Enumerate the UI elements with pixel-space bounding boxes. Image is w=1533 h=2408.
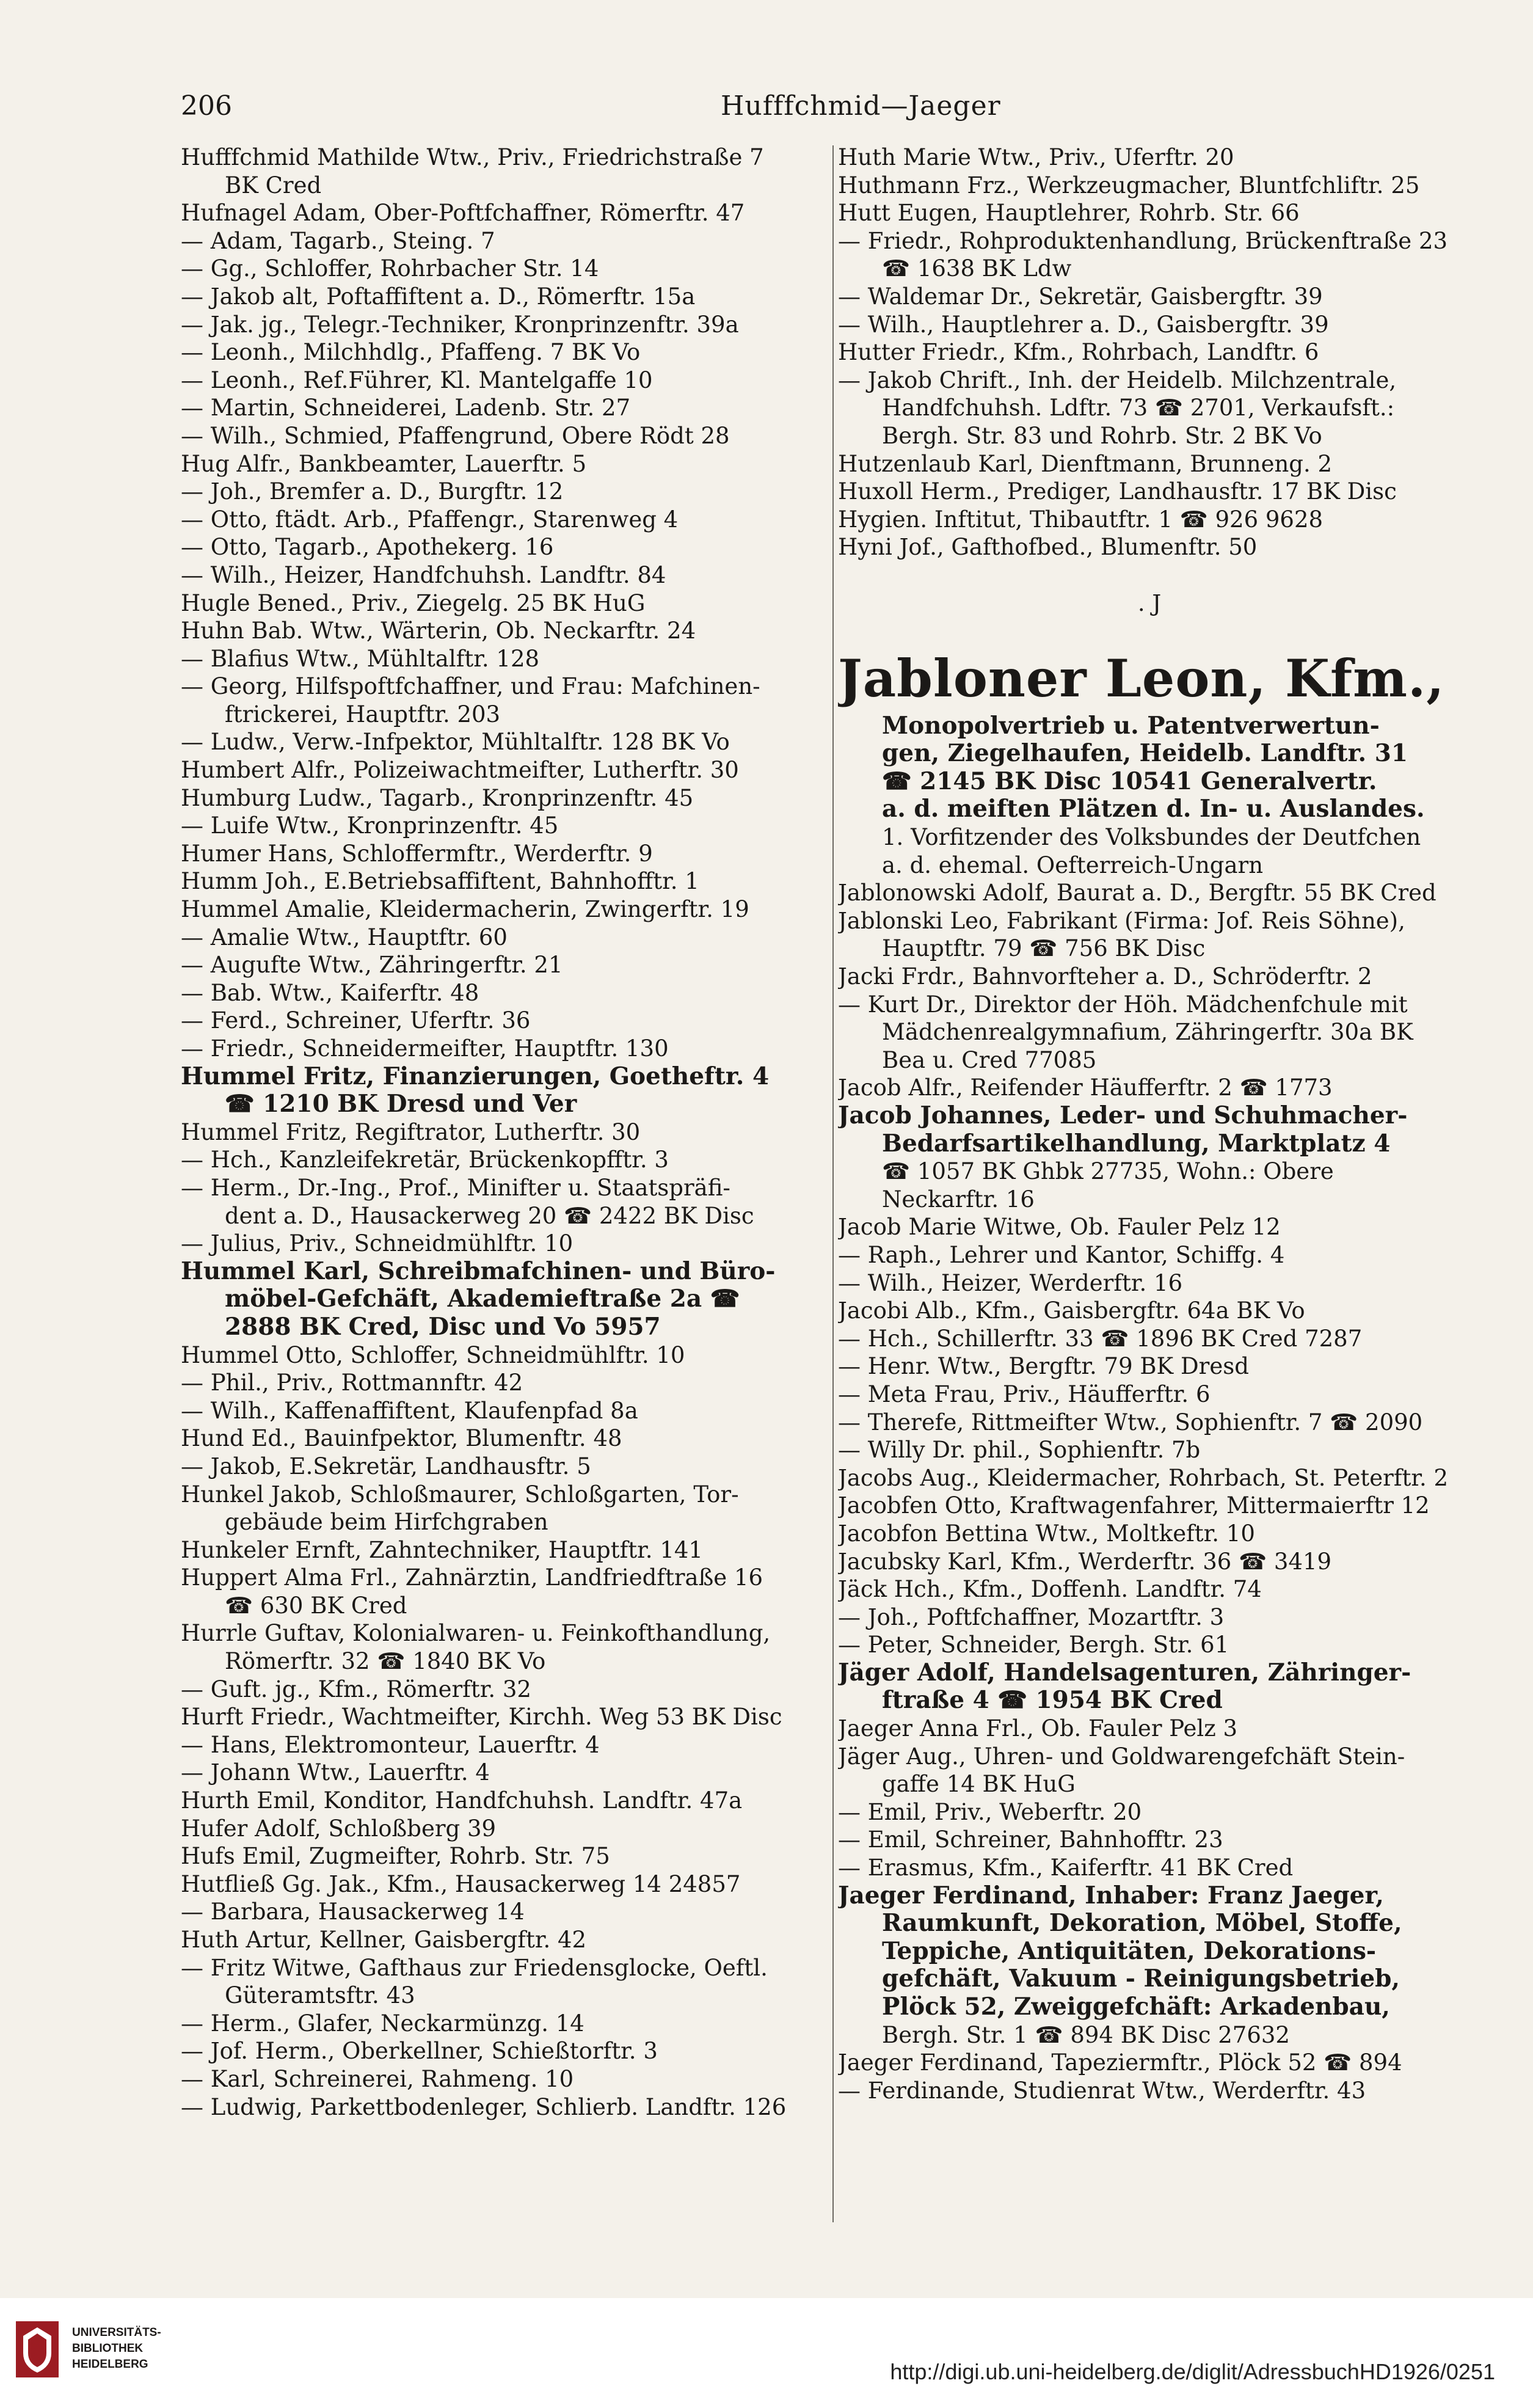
directory-entry-continuation: Raumkunft, Dekoration, Möbel, Stoffe,: [882, 1910, 1402, 1938]
directory-entry: Jacobfen Otto, Kraftwagenfahrer, Mittermaierftr 12: [838, 1492, 1430, 1519]
directory-entry-continuation: Monopolvertrieb u. Patentverwertun-: [882, 712, 1380, 740]
directory-entry: Hummel Amalie, Kleidermacherin, Zwingerftr. 19: [181, 896, 749, 923]
directory-entry: Humm Joh., E.Betriebsaffiftent, Bahnhofftr. 1: [181, 868, 699, 895]
directory-entry: Hutzenlaub Karl, Dienftmann, Brunneng. 2: [838, 450, 1333, 477]
right-column: [838, 144, 1461, 2104]
directory-entry: — Phil., Priv., Rottmannftr. 42: [181, 1370, 523, 1396]
directory-entry: — Herm., Dr.-Ing., Prof., Minifter u. Staatspräfi-: [181, 1174, 730, 1201]
directory-entry: — Jakob alt, Poftaffiftent a. D., Römerftr. 15a: [181, 283, 696, 310]
directory-entry-continuation: dent a. D., Hausackerweg 20 ☎ 2422 BK Disc: [225, 1202, 754, 1229]
directory-entry: — Karl, Schreinerei, Rahmeng. 10: [181, 2065, 574, 2092]
directory-entry: Jacob Marie Witwe, Ob. Fauler Pelz 12: [838, 1214, 1281, 1241]
directory-entry: — Blafius Wtw., Mühltalftr. 128: [181, 645, 540, 672]
directory-entry: Hunkeler Ernft, Zahntechniker, Hauptftr. 141: [181, 1536, 703, 1563]
column-divider: [832, 145, 834, 2222]
directory-entry-continuation: ☎ 1210 BK Dresd und Ver: [225, 1090, 577, 1118]
directory-entry-continuation: Güteramtsftr. 43: [225, 1982, 415, 2009]
directory-entry-continuation: ☎ 1638 BK Ldw: [882, 255, 1072, 282]
directory-entry: — Willy Dr. phil., Sophienftr. 7b: [838, 1437, 1201, 1464]
directory-entry-continuation: Handfchuhsh. Ldftr. 73 ☎ 2701, Verkaufsft.:: [882, 395, 1395, 421]
directory-entry: Jaeger Anna Frl., Ob. Fauler Pelz 3: [838, 1715, 1238, 1742]
directory-entry: Huth Marie Wtw., Priv., Uferftr. 20: [838, 144, 1234, 170]
directory-entry: Jacubsky Karl, Kfm., Werderftr. 36 ☎ 3419: [838, 1548, 1332, 1575]
directory-entry: Hund Ed., Bauinfpektor, Blumenftr. 48: [181, 1425, 622, 1452]
directory-entry: Jacobs Aug., Kleidermacher, Rohrbach, St. Peterftr. 2: [838, 1464, 1449, 1491]
directory-entry: Hufer Adolf, Schloßberg 39: [181, 1815, 497, 1842]
logo-line-1: UNIVERSITÄTS-: [72, 2326, 161, 2339]
directory-entry: Jaeger Ferdinand, Tapeziermftr., Plöck 52 ☎ 894: [838, 2049, 1402, 2076]
directory-entry-continuation: Bedarfsartikelhandlung, Marktplatz 4: [882, 1129, 1391, 1158]
directory-entry: Hufffchmid Mathilde Wtw., Priv., Friedrichstraße 7: [181, 144, 764, 170]
directory-entry-continuation: ☎ 630 BK Cred: [225, 1592, 407, 1619]
directory-entry: Jabloner Leon, Kfm.,: [838, 648, 1445, 709]
page-number: 206: [181, 90, 232, 122]
directory-entry-continuation: Hauptftr. 79 ☎ 756 BK Disc: [882, 935, 1206, 962]
directory-entry: — Kurt Dr., Direktor der Höh. Mädchenfchule mit: [838, 991, 1408, 1018]
directory-entry: Huth Artur, Kellner, Gaisbergftr. 42: [181, 1927, 587, 1953]
directory-entry: — Friedr., Rohproduktenhandlung, Brückenftraße 23: [838, 227, 1448, 254]
directory-entry: . J: [1137, 589, 1162, 616]
directory-entry: Hufs Emil, Zugmeifter, Rohrb. Str. 75: [181, 1843, 610, 1870]
directory-entry-continuation: ☎ 2145 BK Disc 10541 Generalvertr.: [882, 767, 1377, 795]
directory-entry: — Emil, Priv., Weberftr. 20: [838, 1798, 1142, 1825]
directory-entry-continuation: Bergh. Str. 83 und Rohrb. Str. 2 BK Vo: [882, 422, 1322, 449]
source-url-link[interactable]: http://digi.ub.uni-heidelberg.de/diglit/AdressbuchHD1926/0251: [890, 2359, 1495, 2384]
directory-entry: — Hch., Kanzleifekretär, Brückenkopfftr. 3: [181, 1147, 669, 1173]
logo-line-2: BIBLIOTHEK: [72, 2342, 144, 2355]
directory-entry: — Luife Wtw., Kronprinzenftr. 45: [181, 812, 559, 839]
directory-entry: Hummel Otto, Schloffer, Schneidmühlftr. 10: [181, 1341, 685, 1368]
directory-entry: Jablonowski Adolf, Baurat a. D., Bergftr. 55 BK Cred: [838, 880, 1437, 907]
directory-entry: — Otto, ftädt. Arb., Pfaffengr., Starenweg 4: [181, 506, 679, 533]
university-seal-icon: [16, 2321, 59, 2377]
directory-entry: Huppert Alma Frl., Zahnärztin, Landfriedftraße 16: [181, 1564, 763, 1591]
directory-entry: Hygien. Inftitut, Thibautftr. 1 ☎ 926 9628: [838, 506, 1324, 533]
directory-entry-continuation: 2888 BK Cred, Disc und Vo 5957: [225, 1313, 661, 1341]
directory-entry: — Meta Frau, Priv., Häufferftr. 6: [838, 1381, 1211, 1407]
directory-entry: Huhn Bab. Wtw., Wärterin, Ob. Neckarftr. 24: [181, 618, 696, 644]
directory-entry: Jäger Adolf, Handelsagenturen, Zähringer-: [838, 1658, 1411, 1687]
directory-entry: — Augufte Wtw., Zähringerftr. 21: [181, 952, 563, 979]
directory-entry-continuation: Bergh. Str. 1 ☎ 894 BK Disc 27632: [882, 2021, 1290, 2048]
directory-entry: Hugle Bened., Priv., Ziegelg. 25 BK HuG: [181, 589, 646, 616]
directory-entry-continuation: ftraße 4 ☎ 1954 BK Cred: [882, 1687, 1223, 1715]
directory-entry: — Ludw., Verw.-Infpektor, Mühltalftr. 128 BK Vo: [181, 729, 730, 756]
directory-entry-continuation: ☎ 1057 BK Ghbk 27735, Wohn.: Obere: [882, 1158, 1334, 1185]
directory-entry: Jäger Aug., Uhren- und Goldwarengefchäft Stein-: [838, 1743, 1405, 1770]
directory-entry-continuation: BK Cred: [225, 172, 322, 199]
running-title: Hufffchmid—Jaeger: [721, 90, 1001, 122]
directory-entry-continuation: gen, Ziegelhaufen, Heidelb. Landftr. 31: [882, 740, 1408, 768]
directory-entry: Hufnagel Adam, Ober-Poftfchaffner, Römerftr. 47: [181, 200, 745, 227]
directory-entry: — Leonh., Milchhdlg., Pfaffeng. 7 BK Vo: [181, 339, 641, 366]
logo-line-3: HEIDELBERG: [72, 2358, 148, 2371]
directory-entry: — Wilh., Heizer, Handfchuhsh. Landftr. 84: [181, 561, 666, 588]
directory-entry: — Leonh., Ref.Führer, Kl. Mantelgaffe 10: [181, 367, 653, 393]
directory-entry: — Wilh., Kaffenaffiftent, Klaufenpfad 8a: [181, 1397, 638, 1424]
directory-entry-continuation: Mädchenrealgymnafium, Zähringerftr. 30a BK: [882, 1019, 1413, 1046]
directory-entry: — Gg., Schloffer, Rohrbacher Str. 14: [181, 255, 599, 282]
directory-entry: Hummel Fritz, Regiftrator, Lutherftr. 30: [181, 1118, 641, 1145]
directory-entry-continuation: Plöck 52, Zweiggefchäft: Arkadenbau,: [882, 1993, 1390, 2021]
directory-entry: Hutfließ Gg. Jak., Kfm., Hausackerweg 14 24857: [181, 1870, 741, 1897]
directory-entry: — Bab. Wtw., Kaiferftr. 48: [181, 979, 479, 1006]
directory-entry: — Jakob Chrift., Inh. der Heidelb. Milchzentrale,: [838, 367, 1397, 393]
library-logo-text: [72, 2325, 161, 2373]
directory-entry: Jäck Hch., Kfm., Doffenh. Landftr. 74: [838, 1576, 1262, 1603]
directory-entry-continuation: ftrickerei, Hauptftr. 203: [225, 701, 501, 728]
directory-entry-continuation: gefchäft, Vakuum - Reinigungsbetrieb,: [882, 1965, 1400, 1993]
directory-entry: — Therefe, Rittmeifter Wtw., Sophienftr. 7 ☎ 2090: [838, 1409, 1423, 1436]
directory-entry: Hutter Friedr., Kfm., Rohrbach, Landftr. 6: [838, 339, 1319, 366]
directory-entry: — Henr. Wtw., Bergftr. 79 BK Dresd: [838, 1353, 1249, 1380]
directory-entry: Hurrle Guftav, Kolonialwaren- u. Feinkofthandlung,: [181, 1620, 771, 1647]
directory-entry: Jacob Johannes, Leder- und Schuhmacher-: [838, 1102, 1408, 1129]
directory-entry: — Ludwig, Parkettbodenleger, Schlierb. Landftr. 126: [181, 2093, 787, 2120]
directory-entry: Jacob Alfr., Reifender Häufferftr. 2 ☎ 1773: [838, 1074, 1333, 1101]
directory-entry: — Joh., Poftfchaffner, Mozartftr. 3: [838, 1604, 1225, 1630]
directory-entry: — Guft. jg., Kfm., Römerftr. 32: [181, 1676, 531, 1702]
directory-entry: — Hch., Schillerftr. 33 ☎ 1896 BK Cred 7287: [838, 1325, 1363, 1352]
directory-entry: — Adam, Tagarb., Steing. 7: [181, 227, 495, 254]
directory-entry: — Wilh., Heizer, Werderftr. 16: [838, 1269, 1183, 1296]
directory-entry: Hug Alfr., Bankbeamter, Lauerftr. 5: [181, 450, 587, 477]
directory-entry: — Friedr., Schneidermeifter, Hauptftr. 130: [181, 1035, 669, 1062]
directory-entry: — Martin, Schneiderei, Ladenb. Str. 27: [181, 395, 631, 421]
directory-entry: — Wilh., Hauptlehrer a. D., Gaisbergftr. 39: [838, 311, 1329, 338]
directory-entry: Jablonski Leo, Fabrikant (Firma: Jof. Reis Söhne),: [838, 907, 1405, 934]
directory-entry-continuation: a. d. meiften Plätzen d. In- u. Auslandes.: [882, 795, 1425, 823]
directory-entry: Hummel Karl, Schreibmafchinen- und Büro-: [181, 1257, 776, 1285]
directory-entry: — Herm., Glafer, Neckarmünzg. 14: [181, 2010, 584, 2037]
directory-entry: — Peter, Schneider, Bergh. Str. 61: [838, 1632, 1229, 1658]
directory-entry: Jacki Frdr., Bahnvorfteher a. D., Schröderftr. 2: [838, 963, 1372, 990]
directory-entry: [838, 561, 1461, 589]
directory-entry: — Jak. jg., Telegr.-Techniker, Kronprinzenftr. 39a: [181, 311, 739, 338]
directory-entry: — Georg, Hilfspoftfchaffner, und Frau: Mafchinen-: [181, 673, 760, 700]
directory-entry-continuation: Römerftr. 32 ☎ 1840 BK Vo: [225, 1648, 546, 1675]
directory-entry: — Joh., Bremfer a. D., Burgftr. 12: [181, 478, 564, 505]
directory-entry-continuation: a. d. ehemal. Oefterreich-Ungarn: [882, 852, 1264, 878]
directory-entry: — Hans, Elektromonteur, Lauerftr. 4: [181, 1731, 600, 1758]
directory-entry-continuation: Bea u. Cred 77085: [882, 1046, 1097, 1073]
directory-entry: — Barbara, Hausackerweg 14: [181, 1899, 525, 1925]
directory-entry: — Amalie Wtw., Hauptftr. 60: [181, 924, 508, 950]
directory-entry: — Wilh., Schmied, Pfaffengrund, Obere Rödt 28: [181, 422, 730, 449]
directory-entry-continuation: möbel-Gefchäft, Akademieftraße 2a ☎: [225, 1285, 740, 1313]
directory-entry: Hurth Emil, Konditor, Handfchuhsh. Landftr. 47a: [181, 1787, 743, 1814]
directory-entry: — Otto, Tagarb., Apothekerg. 16: [181, 534, 554, 561]
directory-entry-continuation: 1. Vorfitzender des Volksbundes der Deutfchen: [882, 824, 1421, 851]
directory-entry: — Erasmus, Kfm., Kaiferftr. 41 BK Cred: [838, 1855, 1294, 1881]
directory-entry: Jacobfon Bettina Wtw., Moltkeftr. 10: [838, 1520, 1255, 1547]
directory-entry: — Johann Wtw., Lauerftr. 4: [181, 1759, 490, 1786]
directory-entry-continuation: gaffe 14 BK HuG: [882, 1771, 1076, 1798]
directory-entry: Hyni Jof., Gafthofbed., Blumenftr. 50: [838, 534, 1258, 561]
directory-entry: Humburg Ludw., Tagarb., Kronprinzenftr. 45: [181, 784, 694, 811]
directory-entry: — Ferd., Schreiner, Uferftr. 36: [181, 1007, 531, 1034]
directory-entry-continuation: Teppiche, Antiquitäten, Dekorations-: [882, 1937, 1377, 1965]
directory-entry: Hunkel Jakob, Schloßmaurer, Schloßgarten, Tor-: [181, 1481, 739, 1508]
directory-entry: — Raph., Lehrer und Kantor, Schiffg. 4: [838, 1241, 1285, 1268]
directory-entry: — Julius, Priv., Schneidmühlftr. 10: [181, 1230, 574, 1257]
directory-entry: Huthmann Frz., Werkzeugmacher, Bluntfchliftr. 25: [838, 172, 1420, 199]
directory-entry-continuation: Neckarftr. 16: [882, 1186, 1035, 1213]
left-column: [181, 144, 828, 2121]
directory-entry-continuation: gebäude beim Hirfchgraben: [225, 1509, 548, 1536]
directory-entry: Humbert Alfr., Polizeiwachtmeifter, Lutherftr. 30: [181, 757, 739, 784]
directory-entry: Jaeger Ferdinand, Inhaber: Franz Jaeger,: [838, 1881, 1384, 1910]
directory-entry: — Jof. Herm., Oberkellner, Schießtorftr. 3: [181, 2038, 658, 2065]
directory-entry: Hutt Eugen, Hauptlehrer, Rohrb. Str. 66: [838, 200, 1300, 227]
directory-entry: [838, 617, 1461, 645]
directory-entry: — Fritz Witwe, Gafthaus zur Friedensglocke, Oeftl.: [181, 1954, 768, 1981]
directory-entry: Hummel Fritz, Finanzierungen, Goetheftr. 4: [181, 1062, 770, 1090]
directory-entry: — Waldemar Dr., Sekretär, Gaisbergftr. 39: [838, 283, 1323, 310]
directory-entry: Hurft Friedr., Wachtmeifter, Kirchh. Weg 53 BK Disc: [181, 1704, 782, 1731]
directory-entry: Huxoll Herm., Prediger, Landhausftr. 17 BK Disc: [838, 478, 1397, 505]
directory-entry: — Ferdinande, Studienrat Wtw., Werderftr. 43: [838, 2077, 1366, 2104]
directory-entry: Humer Hans, Schloffermftr., Werderftr. 9: [181, 840, 653, 867]
directory-entry: — Emil, Schreiner, Bahnhofftr. 23: [838, 1826, 1223, 1853]
directory-entry: Jacobi Alb., Kfm., Gaisbergftr. 64a BK Vo: [838, 1297, 1305, 1324]
footer-bar: [0, 2298, 1533, 2408]
directory-entry: — Jakob, E.Sekretär, Landhausftr. 5: [181, 1453, 591, 1479]
